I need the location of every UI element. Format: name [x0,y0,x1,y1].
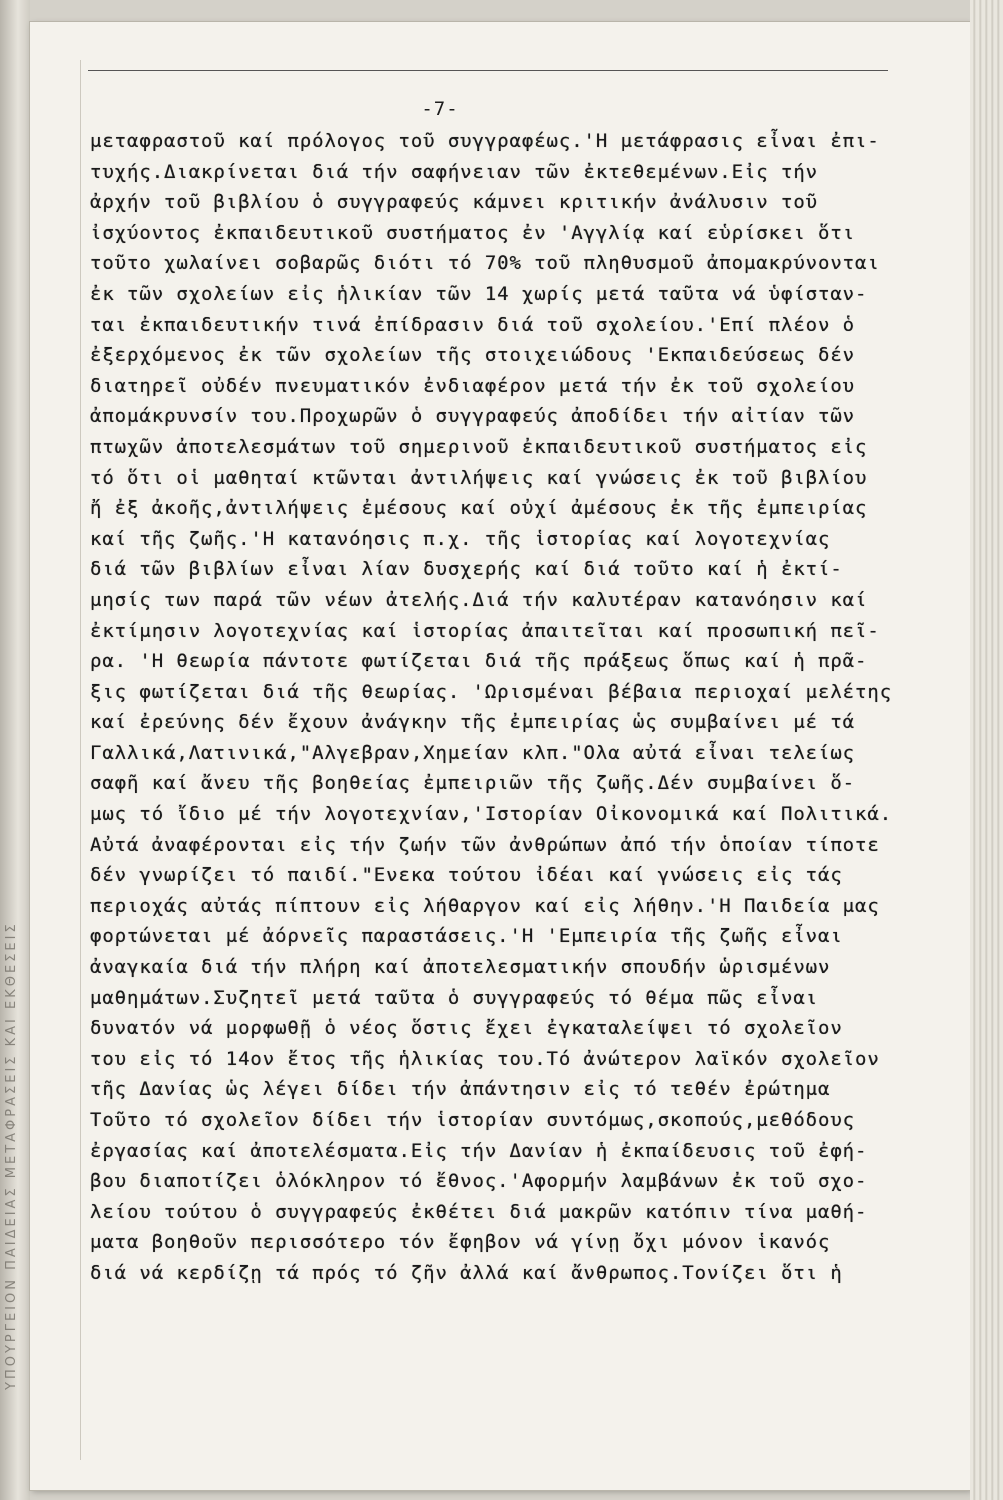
text-line: διά νά κερδίζῃ τά πρός τό ζῆν ἀλλά καί ἄνθρωπος.Τονίζει ὅτι ἡ [90,1261,843,1284]
text-line: ἤ ἐξ ἀκοῆς,ἀντιλήψεις ἐμέσους καί οὐχί ἀμέσους ἐκ τῆς ἐμπειρίας [90,497,868,520]
text-line: δυνατόν νά μορφωθῇ ὁ νέος ὅστις ἔχει ἐγκαταλείψει τό σχολεῖον [90,1017,843,1040]
binding-spine [0,0,30,1500]
text-line: Γαλλικά,Λατινικά,"Αλγεβραν,Χημείαν κλπ."Ολα αὐτά εἶναι τελείως [90,741,856,764]
text-line: τυχής.Διακρίνεται διά τήν σαφήνειαν τῶν ἐκτεθεμένων.Εἰς τήν [90,160,818,183]
text-line: σαφῆ καί ἄνευ τῆς βοηθείας ἐμπειριῶν τῆς ζωῆς.Δέν συμβαίνει ὅ- [90,772,856,795]
text-line: ἀρχήν τοῦ βιβλίου ὁ συγγραφεύς κάμνει κριτικήν ἀνάλυσιν τοῦ [90,191,818,214]
text-line: μως τό ἴδιο μέ τήν λογοτεχνίαν,'Ιστορίαν Οἰκονομικά καί Πολιτικά. [90,803,893,826]
text-line: ἀπομάκρυνσίν του.Προχωρῶν ὁ συγγραφεύς ἀποδίδει τήν αἰτίαν τῶν [90,405,856,428]
left-margin-rule [80,60,81,1460]
text-line: ματα βοηθοῦν περισσότερο τόν ἔφηβον νά γίνῃ ὄχι μόνον ἱκανός [90,1231,831,1254]
text-line: καί τῆς ζωῆς.'Η κατανόησις π.χ. τῆς ἱστορίας καί λογοτεχνίας [90,527,831,550]
text-line: λείου τούτου ὁ συγγραφεύς ἐκθέτει διά μακρῶν κατόπιν τίνα μαθή- [90,1200,868,1223]
text-line: φορτώνεται μέ ἀόρνεῖς παραστάσεις.'Η 'Εμπειρία τῆς ζωῆς εἶναι [90,925,843,948]
text-line: μαθημάτων.Συζητεῖ μετά ταῦτα ὁ συγγραφεύς τό θέμα πῶς εἶναι [90,986,818,1009]
typed-text-body [90,126,960,1289]
text-line: περιοχάς αὐτάς πίπτουν εἰς λήθαργον καί εἰς λήθην.'Η Παιδεία μας [90,894,880,917]
text-line: βου διαποτίζει ὁλόκληρον τό ἔθνος.'Αφορμήν λαμβάνων ἐκ τοῦ σχο- [90,1170,868,1193]
text-line: τῆς Δανίας ὡς λέγει δίδει τήν ἀπάντησιν εἰς τό τεθέν ἐρώτημα [90,1078,831,1101]
text-line: τό ὅτι οἱ μαθηταί κτῶνται ἀντιλήψεις καί γνώσεις ἐκ τοῦ βιβλίου [90,466,868,489]
text-line: ἐξερχόμενος ἐκ τῶν σχολείων τῆς στοιχειώδους 'Εκπαιδεύσεως δέν [90,344,856,367]
text-line: μεταφραστοῦ καί πρόλογος τοῦ συγγραφέως.'Η μετάφρασις εἶναι ἐπι- [90,130,880,152]
text-line: ἐργασίας καί ἀποτελέσματα.Εἰς τήν Δανίαν ἡ ἐκπαίδευσις τοῦ ἐφή- [90,1139,868,1162]
text-line: Αὐτά ἀναφέρονται εἰς τήν ζωήν τῶν ἀνθρώπων ἀπό τήν ὁποίαν τίποτε [90,833,880,856]
text-line: ἰσχύοντος ἐκπαιδευτικοῦ συστήματος ἐν 'Αγγλίᾳ καί εὑρίσκει ὅτι [90,221,856,244]
page-number: -7- [421,98,459,120]
page-stack-edge [970,0,1003,1500]
text-line: διά τῶν βιβλίων εἶναι λίαν δυσχερής καί διά τοῦτο καί ἡ ἐκτί- [90,558,843,581]
text-line: πτωχῶν ἀποτελεσμάτων τοῦ σημερινοῦ ἐκπαιδευτικοῦ συστήματος εἰς [90,435,868,458]
text-line: μησίς των παρά τῶν νέων ἀτελής.Διά τήν καλυτέραν κατανόησιν καί [90,588,868,611]
text-line: διατηρεῖ οὐδέν πνευματικόν ἐνδιαφέρον μετά τήν ἐκ τοῦ σχολείου [90,374,856,397]
text-line: ἐκτίμησιν λογοτεχνίας καί ἱστορίας ἀπαιτεῖται καί προσωπική πεῖ- [90,619,880,642]
text-line: καί ἐρεύνης δέν ἔχουν ἀνάγκην τῆς ἐμπειρίας ὡς συμβαίνει μέ τά [90,711,856,734]
text-line: ρα. 'Η θεωρία πάντοτε φωτίζεται διά τῆς πράξεως ὅπως καί ἡ πρᾶ- [90,650,868,673]
text-line: δέν γνωρίζει τό παιδί."Ενεκα τούτου ἰδέαι καί γνώσεις εἰς τάς [90,864,843,887]
text-line: τοῦτο χωλαίνει σοβαρῶς διότι τό 70% τοῦ πληθυσμοῦ ἀπομακρύνονται [90,252,880,275]
binding-stamp: ΥΠΟΥΡΓΕΙΟΝ ΠΑΙΔΕΙΑΣ ΜΕΤΑΦΡΑΣΕΙΣ ΚΑΙ ΕΚΘΕΣΕΙΣ [4,921,19,1390]
text-line: ἐκ τῶν σχολείων εἰς ἡλικίαν τῶν 14 χωρίς μετά ταῦτα νά ὑφίσταν- [90,282,868,305]
text-line: ἀναγκαία διά τήν πλήρη καί ἀποτελεσματικήν σπουδήν ὡρισμένων [90,956,831,979]
text-line: του εἰς τό 14ον ἔτος τῆς ἡλικίας του.Τό ἀνώτερον λαϊκόν σχολεῖον [90,1047,880,1070]
header-rule [88,70,888,71]
text-line: ται ἐκπαιδευτικήν τινά ἐπίδρασιν διά τοῦ σχολείου.'Επί πλέον ὁ [90,313,856,336]
text-line: Τοῦτο τό σχολεῖον δίδει τήν ἱστορίαν συντόμως,σκοπούς,μεθόδους [90,1109,856,1131]
text-line: ξις φωτίζεται διά τῆς θεωρίας. 'Ωρισμέναι βέβαια περιοχαί μελέτης [90,680,893,703]
